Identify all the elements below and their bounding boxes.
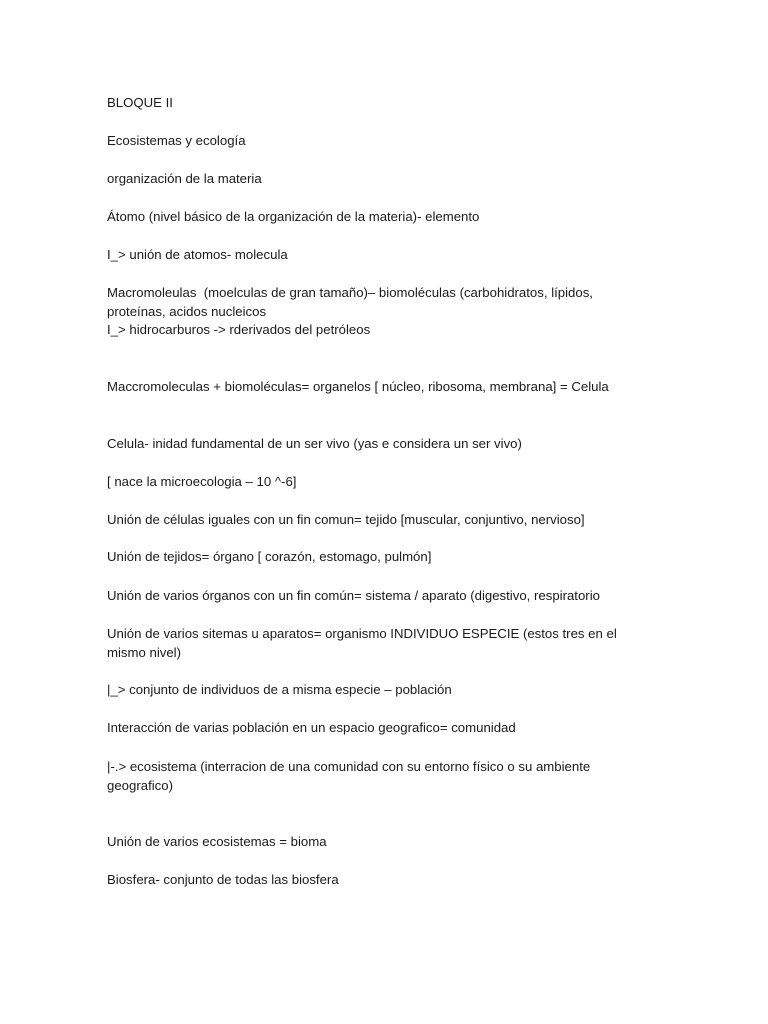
text-line: [ nace la microecologia – 10 ^-6]	[107, 474, 297, 489]
text-line: Macromoleulas (moelculas de gran tamaño)– biomoléculas (carbohidratos, lípidos,	[107, 285, 593, 300]
heading-bloque: BLOQUE II	[107, 95, 173, 110]
text-line: I_> unión de atomos- molecula	[107, 247, 288, 262]
text-line: proteínas, acidos nucleicos	[107, 304, 267, 319]
subheading-ecosistemas: Ecosistemas y ecología	[107, 133, 246, 148]
text-line: Biosfera- conjunto de todas las biosfera	[107, 872, 339, 887]
text-line: |-.> ecosistema (interracion de una comunidad con su entorno físico o su ambiente	[107, 759, 591, 774]
text-line: Interacción de varias población en un espacio geografico= comunidad	[107, 720, 516, 735]
text-line: Unión de tejidos= órgano [ corazón, estomago, pulmón]	[107, 549, 432, 564]
text-line: Átomo (nivel básico de la organización de la materia)- elemento	[107, 209, 480, 224]
text-line: Maccromoleculas + biomoléculas= organelos [ núcleo, ribosoma, membrana] = Celula	[107, 379, 609, 394]
text-line: Celula- inidad fundamental de un ser vivo (yas e considera un ser vivo)	[107, 436, 522, 451]
text-line: Unión de varios sitemas u aparatos= organismo INDIVIDUO ESPECIE (estos tres en el	[107, 626, 617, 641]
text-line: Unión de varios ecosistemas = bioma	[107, 834, 327, 849]
text-line: geografico)	[107, 778, 173, 793]
text-line: mismo nivel)	[107, 645, 182, 660]
text-line: Unión de células iguales con un fin comun= tejido [muscular, conjuntivo, nervioso]	[107, 512, 585, 527]
text-line: I_> hidrocarburos -> rderivados del petróleos	[107, 322, 371, 337]
text-line: Unión de varios órganos con un fin común= sistema / aparato (digestivo, respiratorio	[107, 588, 600, 603]
text-line: organización de la materia	[107, 171, 262, 186]
text-line: |_> conjunto de individuos de a misma especie – población	[107, 682, 452, 697]
